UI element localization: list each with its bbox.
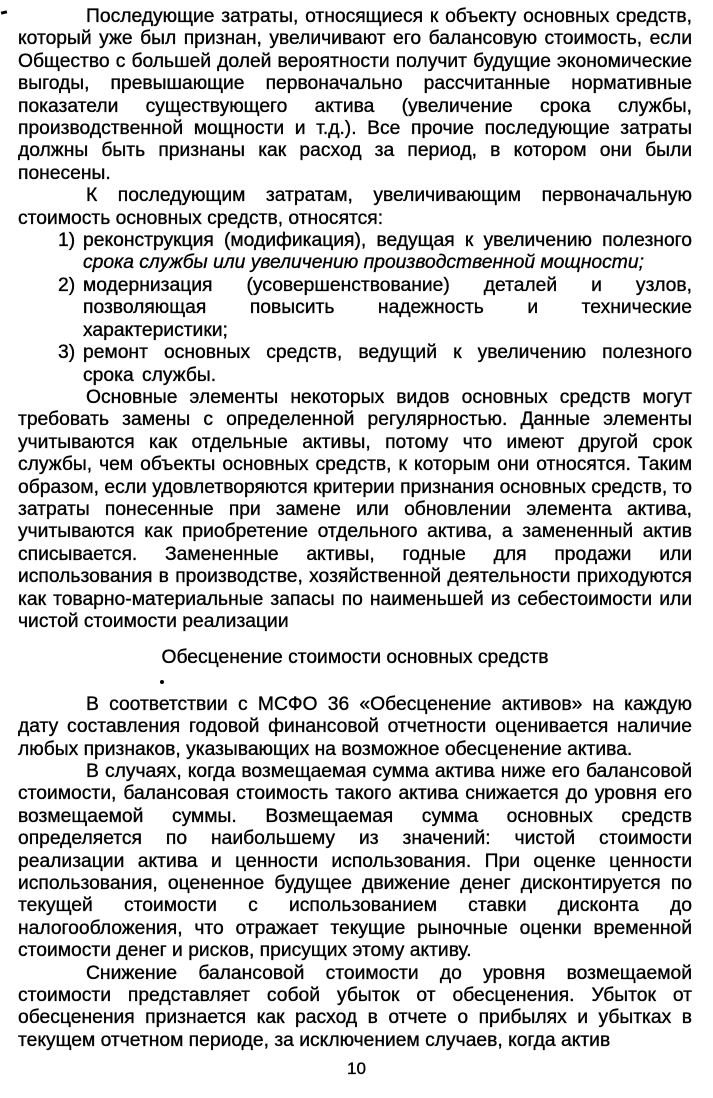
page-number: 10 (347, 1059, 366, 1078)
list-item-text-regular: ремонт основных средств, ведущий к увеличению полезного срока службы. (83, 342, 692, 386)
list-item-text (83, 230, 692, 275)
list-item (58, 342, 692, 387)
list-item-text (83, 275, 692, 342)
scan-artifact-dot (160, 680, 164, 684)
paragraph-costs-increasing-initial-value: К последующим затратам, увеличивающим первоначальную стоимость основных средств, относятся: (18, 185, 692, 229)
numbered-list (58, 230, 692, 387)
list-item-text-regular: реконструкция (модификация), ведущая к увеличению полезного (83, 230, 692, 252)
list-item (58, 230, 692, 275)
section-heading: Обесценение стоимости основных средств (161, 647, 549, 669)
list-item-text-italic: срока службы или увеличению производственной мощности; (83, 252, 644, 274)
list-item-number: 3) (58, 342, 76, 364)
list-item-text-regular: модернизация (усовершенствование) деталей и узлов, позволяющая повысить надежность и технические характеристики; (83, 274, 692, 341)
paragraph-replacement-elements: Основные элементы некоторых видов основных средств могут требовать замены с определенной регулярностью. Данные элементы учитываются как отдельные активы, потому что имеют другой срок службы, чем объекты основных средств, к которым они относятся. Таким образом, если удовлетворяются критерии признания основных средств, то затраты понесенные при замене или обновлении элемента актива, учитываются как приобретение отдельного актива, а замененный актив списывается. Замененные активы, годные для продажи или использования в производстве, хозяйственной деятельности приходуются как товарно-материальные запасы по наименьшей из себестоимости или чистой стоимости реализации (18, 386, 692, 632)
list-item-number: 1) (58, 230, 76, 252)
scan-artifact-speck (1, 10, 8, 14)
list-item (58, 275, 692, 342)
paragraph-subsequent-costs: Последующие затраты, относящиеся к объекту основных средств, который уже был признан, увеличивают его балансовую стоимость, если Общество с большей долей вероятности получит будущие экономические выгоды, превышающие первоначально рассчитанные нормативные показатели существующего актива (увеличение срока службы, производственной мощности и т.д.). Все прочие последующие затраты должны быть признаны как расход за период, в котором они были понесены. (18, 6, 692, 184)
paragraph-recoverable-amount: В случаях, когда возмещаемая сумма актива ниже его балансовой стоимости, балансовая стоимость такого актива снижается до уровня его возмещаемой суммы. Возмещаемая сумма основных средств определяется по наибольшему из значений: чистой стоимости реализации актива и ценности использования. При оценке ценности использования, оцененное будущее движение денег дисконтируется по текущей стоимости с использованием ставки дисконта до налогообложения, что отражает текущие рыночные оценки временной стоимости денег и рисков, присущих этому активу. (18, 761, 692, 962)
paragraph-impairment-loss: Снижение балансовой стоимости до уровня возмещаемой стоимости представляет собой убыток от обесценения. Убыток от обесценения признается как расход в отчете о прибылях и убытках в текущем отчетном периоде, за исключением случаев, когда актив (18, 962, 692, 1051)
paragraph-ias36-reference: В соответствии с МСФО 36 «Обесценение активов» на каждую дату составления годовой финансовой отчетности оценивается наличие любых признаков, указывающих на возможное обесценение актива. (18, 693, 692, 760)
list-item-text (83, 342, 692, 387)
list-item-number: 2) (58, 274, 76, 296)
